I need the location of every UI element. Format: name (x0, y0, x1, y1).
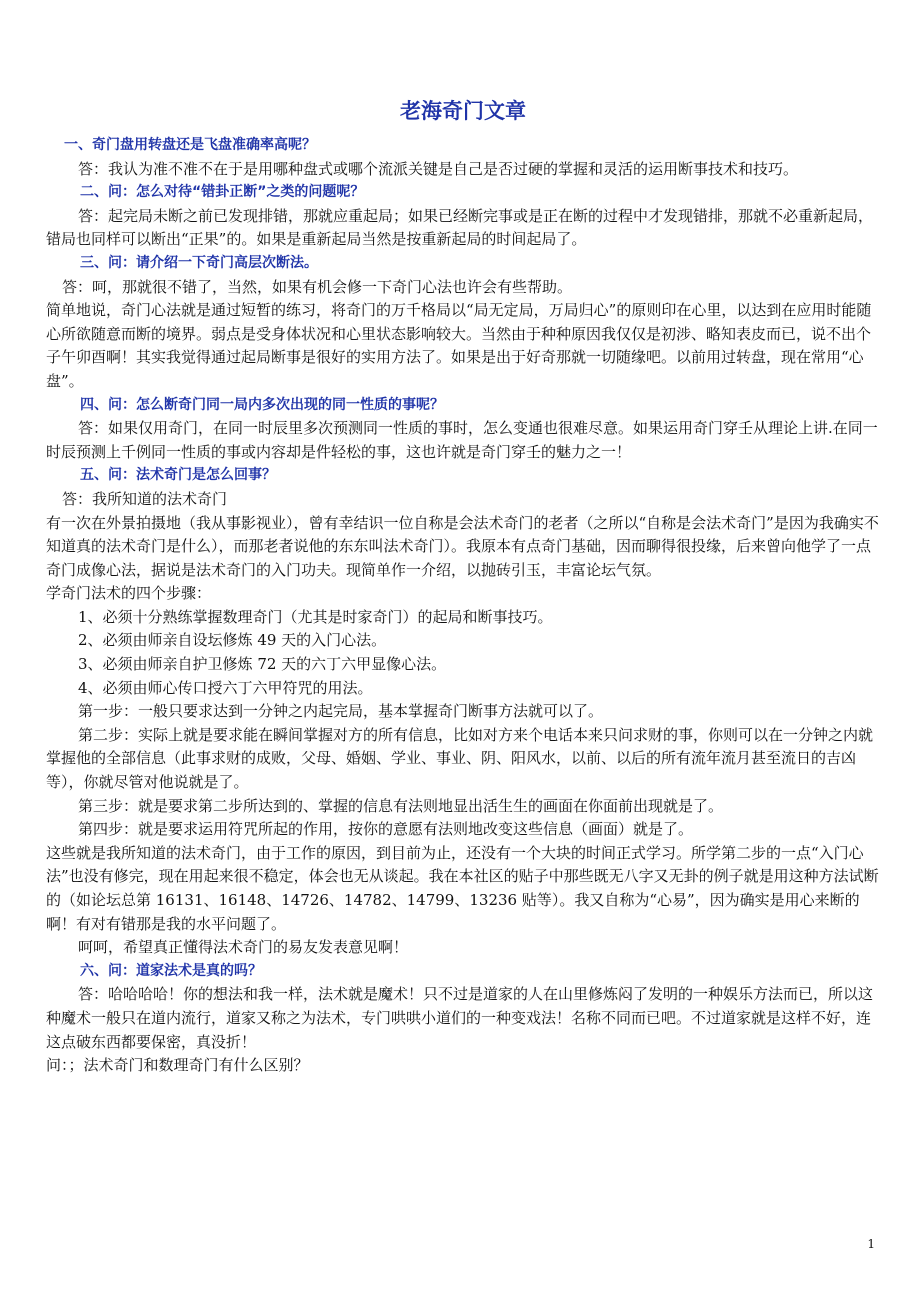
document-title: 老海奇门文章 (400, 99, 526, 123)
answer-paragraph: 答：呵，那就很不错了，当然，如果有机会修一下奇门心法也许会有些帮助。 (62, 277, 573, 296)
question-paragraph: 问：；法术奇门和数理奇门有什么区别？ (46, 1056, 309, 1075)
question-heading-6: 六、问：道家法术是真的吗？ (80, 962, 262, 979)
question-heading-3: 三、问：请介绍一下奇门高层次断法。 (80, 254, 318, 271)
answer-paragraph: 答：起完局未断之前已发现排错，那就应重起局；如果已经断完事或是正在断的过程中才发现错排，那就不必重新起局，错局也同样可以断出“正果”的。如果是重新起局当然是按重新起局的时间起局了。 (46, 206, 874, 249)
answer-paragraph: 答：哈哈哈哈！你的想法和我一样，法术就是魔术！只不过是道家的人在山里修炼闷了发明的一种娱乐方法而已，所以这种魔术一般只在道内流行，道家又称之为法术，专门哄哄小道们的一种变戏法！名称不同而已吧。不过道家就是这样不好，连这点破东西都要保密，真没折！ (46, 985, 874, 1051)
page-number: 1 (867, 1237, 875, 1251)
answer-paragraph: 呵呵，希望真正懂得法术奇门的易友发表意见啊！ (78, 938, 409, 957)
answer-paragraph: 答：我认为准不准不在于是用哪种盘式或哪个流派关键是自己是否过硬的掌握和灵活的运用断事技术和技巧。 (78, 159, 799, 178)
step-list-item: 3、必须由师亲自护卫修炼 72 天的六丁六甲显像心法。 (78, 655, 447, 674)
answer-paragraph: 答：如果仅用奇门，在同一时辰里多次预测同一性质的事时，怎么变通也很难尽意。如果运用奇门穿壬从理论上讲.在同一时辰预测上千例同一性质的事或内容却是件轻松的事，这也许就是奇门穿壬的魅力之一！ (46, 419, 878, 461)
answer-paragraph: 学奇门法术的四个步骤： (46, 584, 212, 603)
question-heading-2: 二、问：怎么对待“错卦正断”之类的问题呢？ (80, 184, 365, 201)
answer-paragraph: 这些就是我所知道的法术奇门，由于工作的原因，到目前为止，还没有一个大块的时间正式学习。所学第二步的一点“入门心法”也没有修完，现在用起来很不稳定，体会也无从谈起。我在本社区的贴子中那些既无八字又无卦的例子就是用这种方法试断的（如论坛总第 16131、16148、14726、14782、14799、13236 贴等）。我又自称为“心易”，因为确实是用心来断的啊！有对有错那是我的水平问题了。 (46, 843, 879, 933)
answer-paragraph: 简单地说，奇门心法就是通过短暂的练习，将奇门的万千格局以“局无定局，万局归心”的原则印在心里，以达到在应用时能随心所欲随意而断的境界。弱点是受身体状况和心里状态影响较大。当然由于种种原因我仅仅是初涉、略知表皮而已，说不出个子午卯酉啊！其实我觉得通过起局断事是很好的实用方法了。如果是出于好奇那就一切随缘吧。以前用过转盘，现在常用“心盘”。 (46, 301, 872, 390)
question-heading-1: 一、奇门盘用转盘还是飞盘准确率高呢？ (64, 137, 316, 153)
answer-paragraph: 有一次在外景拍摄地（我从事影视业），曾有幸结识一位自称是会法术奇门的老者（之所以“自称是会法术奇门”是因为我确实不知道真的法术奇门是什么），而那老者说他的东东叫法术奇门）。我原本有点奇门基础，因而聊得很投缘，后来曾向他学了一点奇门成像心法，据说是法术奇门的入门功夫。现简单作一介绍，以抛砖引玉，丰富论坛气氛。 (46, 513, 879, 579)
document-page (46, 96, 880, 1078)
answer-paragraph: 第三步：就是要求第二步所达到的、掌握的信息有法则地显出活生生的画面在你面前出现就是了。 (78, 796, 724, 815)
step-list-item: 4、必须由师心传口授六丁六甲符咒的用法。 (78, 678, 373, 697)
answer-paragraph: 第二步：实际上就是要求能在瞬间掌握对方的所有信息，比如对方来个电话本来只问求财的事，你则可以在一分钟之内就掌握他的全部信息（此事求财的成败，父母、婚姻、学业、事业、阴、阳风水，以前、以后的所有流年流月甚至流日的吉凶等），你就尽管对他说就是了。 (46, 725, 874, 792)
answer-paragraph: 第四步：就是要求运用符咒所起的作用，按你的意愿有法则地改变这些信息（画面）就是了。 (78, 820, 694, 839)
answer-paragraph: 答：我所知道的法术奇门 (62, 489, 228, 508)
question-heading-4: 四、问：怎么断奇门同一局内多次出现的同一性质的事呢？ (80, 396, 444, 413)
step-list-item: 1、必须十分熟练掌握数理奇门（尤其是时家奇门）的起局和断事技巧。 (78, 607, 553, 626)
question-heading-5: 五、问：法术奇门是怎么回事？ (80, 467, 276, 484)
answer-paragraph: 第一步：一般只要求达到一分钟之内起完局，基本掌握奇门断事方法就可以了。 (78, 702, 604, 721)
step-list-item: 2、必须由师亲自设坛修炼 49 天的入门心法。 (78, 631, 387, 650)
